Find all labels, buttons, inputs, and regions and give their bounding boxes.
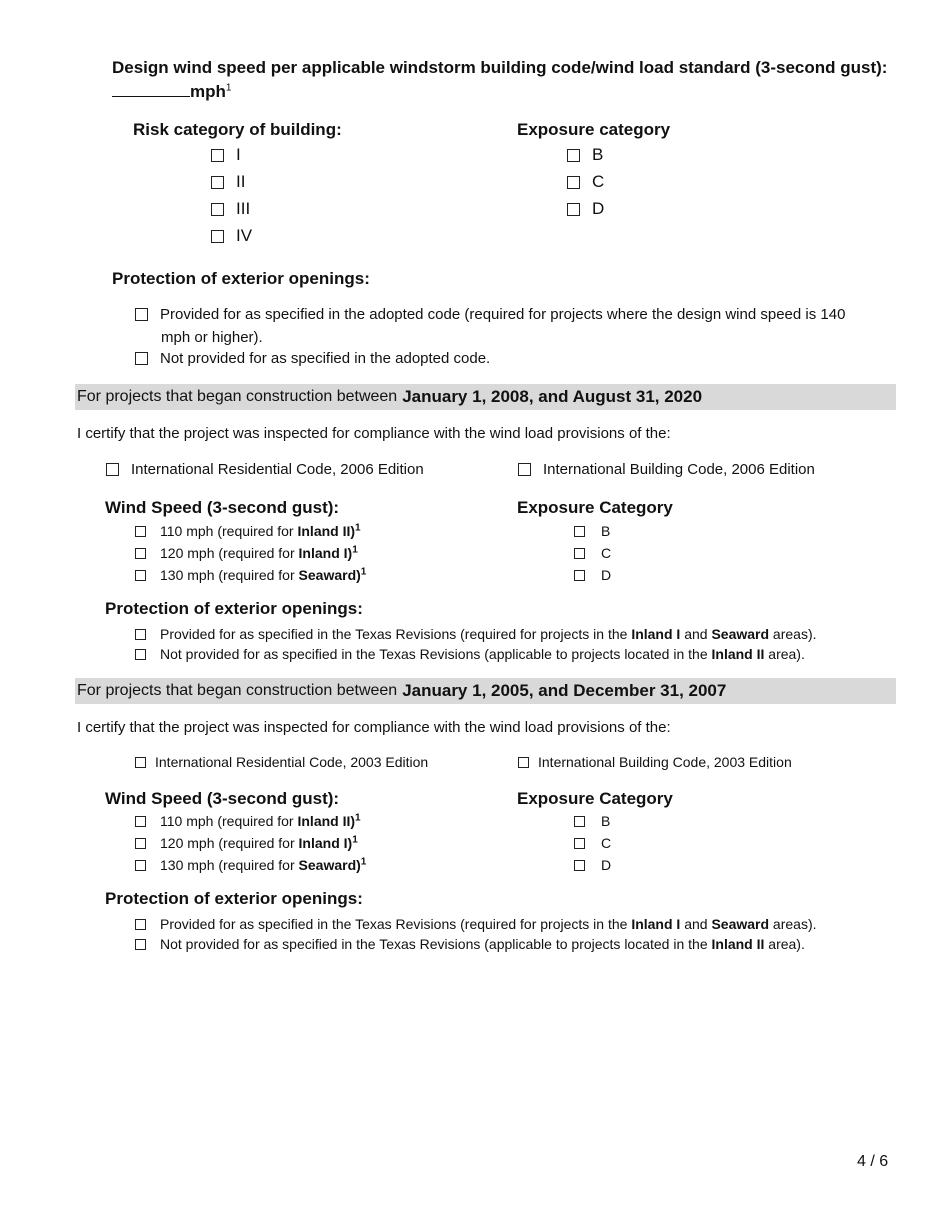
checkbox[interactable] [211, 176, 224, 189]
design-wind-speed-heading: Design wind speed per applicable windstorm building code/wind load standard (3-second gust): [112, 58, 888, 77]
checkbox[interactable] [135, 757, 146, 768]
protection-label: Protection of exterior openings: [112, 269, 370, 288]
code-ibc-2003-option[interactable]: International Building Code, 2003 Edition [518, 754, 792, 770]
banner-dates: January 1, 2005, and December 31, 2007 [402, 681, 727, 700]
protection-label: Protection of exterior openings: [105, 889, 363, 908]
checkbox[interactable] [135, 860, 146, 871]
wind-option-110[interactable]: 110 mph (required for Inland II)$^1$ [135, 523, 361, 539]
protection-not-provided-option[interactable]: Not provided for as specified in the adopted code. [135, 350, 490, 367]
risk-option-4[interactable]: IV [211, 226, 252, 246]
code-ibc-2006-option[interactable]: International Building Code, 2006 Edition [518, 461, 815, 478]
exposure-category-label: Exposure Category [517, 789, 673, 808]
checkbox[interactable] [135, 570, 146, 581]
checkbox[interactable] [135, 649, 146, 660]
risk-option-2[interactable]: II [211, 172, 245, 192]
exposure-category-label: Exposure category [517, 120, 671, 139]
risk-option-1[interactable]: I [211, 145, 241, 165]
checkbox[interactable] [574, 570, 585, 581]
checkbox[interactable] [135, 548, 146, 559]
checkbox[interactable] [211, 230, 224, 243]
checkbox[interactable] [135, 526, 146, 537]
protection-provided-continuation: mph or higher). [161, 329, 263, 346]
protection-provided-option[interactable]: Provided for as specified in the Texas Revisions (required for projects in the Inland I and Seaward areas). [135, 916, 817, 932]
protection-provided-option[interactable]: Provided for as specified in the adopted code (required for projects where the design wind speed is 140 [135, 306, 845, 323]
checkbox[interactable] [567, 149, 580, 162]
certify-statement: I certify that the project was inspected for compliance with the wind load provisions of the: [77, 719, 671, 736]
protection-not-provided-option[interactable]: Not provided for as specified in the Texas Revisions (applicable to projects located in the Inland II area). [135, 936, 805, 952]
wind-option-120[interactable]: 120 mph (required for Inland I)$^1$ [135, 545, 358, 561]
banner-dates: January 1, 2008, and August 31, 2020 [402, 387, 703, 406]
page-number: 4 / 6 [857, 1153, 889, 1170]
exposure-category-label: Exposure Category [517, 498, 673, 517]
risk-option-3[interactable]: III [211, 199, 250, 219]
checkbox[interactable] [135, 919, 146, 930]
checkbox[interactable] [518, 757, 529, 768]
checkbox[interactable] [211, 203, 224, 216]
section-banner-2008: For projects that began construction between January 1, 2008, and August 31, 2020 [75, 384, 896, 410]
checkbox[interactable] [135, 308, 148, 321]
exposure-option-d[interactable]: D [574, 567, 611, 583]
exposure-option-c[interactable]: C [567, 172, 604, 192]
exposure-option-d[interactable]: D [567, 199, 604, 219]
wind-option-110[interactable]: 110 mph (required for Inland II)$^1$ [135, 813, 361, 829]
checkbox[interactable] [574, 548, 585, 559]
section-banner-2005: For projects that began construction between January 1, 2005, and December 31, 2007 [75, 678, 896, 704]
protection-provided-option[interactable]: Provided for as specified in the Texas Revisions (required for projects in the Inland I and Seaward areas). [135, 626, 817, 642]
checkbox[interactable] [574, 838, 585, 849]
wind-speed-unit: mph [190, 82, 226, 101]
certify-statement: I certify that the project was inspected for compliance with the wind load provisions of the: [77, 425, 671, 442]
wind-speed-label: Wind Speed (3-second gust): [105, 498, 340, 517]
risk-category-label: Risk category of building: [133, 120, 342, 139]
exposure-option-c[interactable]: C [574, 835, 611, 851]
checkbox[interactable] [135, 352, 148, 365]
checkbox[interactable] [567, 176, 580, 189]
checkbox[interactable] [574, 816, 585, 827]
footnote-marker: 1 [225, 82, 232, 94]
checkbox[interactable] [135, 838, 146, 849]
checkbox[interactable] [135, 816, 146, 827]
code-irc-2003-option[interactable]: International Residential Code, 2003 Edition [135, 754, 428, 770]
checkbox[interactable] [518, 463, 531, 476]
wind-option-120[interactable]: 120 mph (required for Inland I)$^1$ [135, 835, 358, 851]
checkbox[interactable] [135, 939, 146, 950]
checkbox[interactable] [211, 149, 224, 162]
exposure-option-c[interactable]: C [574, 545, 611, 561]
exposure-option-d[interactable]: D [574, 857, 611, 873]
wind-option-130[interactable]: 130 mph (required for Seaward)$^1$ [135, 857, 366, 873]
wind-speed-label: Wind Speed (3-second gust): [105, 789, 340, 808]
protection-label: Protection of exterior openings: [105, 599, 363, 618]
checkbox[interactable] [135, 629, 146, 640]
checkbox[interactable] [574, 860, 585, 871]
exposure-option-b[interactable]: B [574, 523, 610, 539]
code-irc-2006-option[interactable]: International Residential Code, 2006 Edition [106, 461, 424, 478]
protection-not-provided-option[interactable]: Not provided for as specified in the Texas Revisions (applicable to projects located in the Inland II area). [135, 646, 805, 662]
exposure-option-b[interactable]: B [574, 813, 610, 829]
wind-option-130[interactable]: 130 mph (required for Seaward)$^1$ [135, 567, 366, 583]
checkbox[interactable] [567, 203, 580, 216]
checkbox[interactable] [106, 463, 119, 476]
wind-speed-blank[interactable] [112, 82, 190, 97]
wind-speed-entry [112, 82, 231, 102]
exposure-option-b[interactable]: B [567, 145, 603, 165]
checkbox[interactable] [574, 526, 585, 537]
